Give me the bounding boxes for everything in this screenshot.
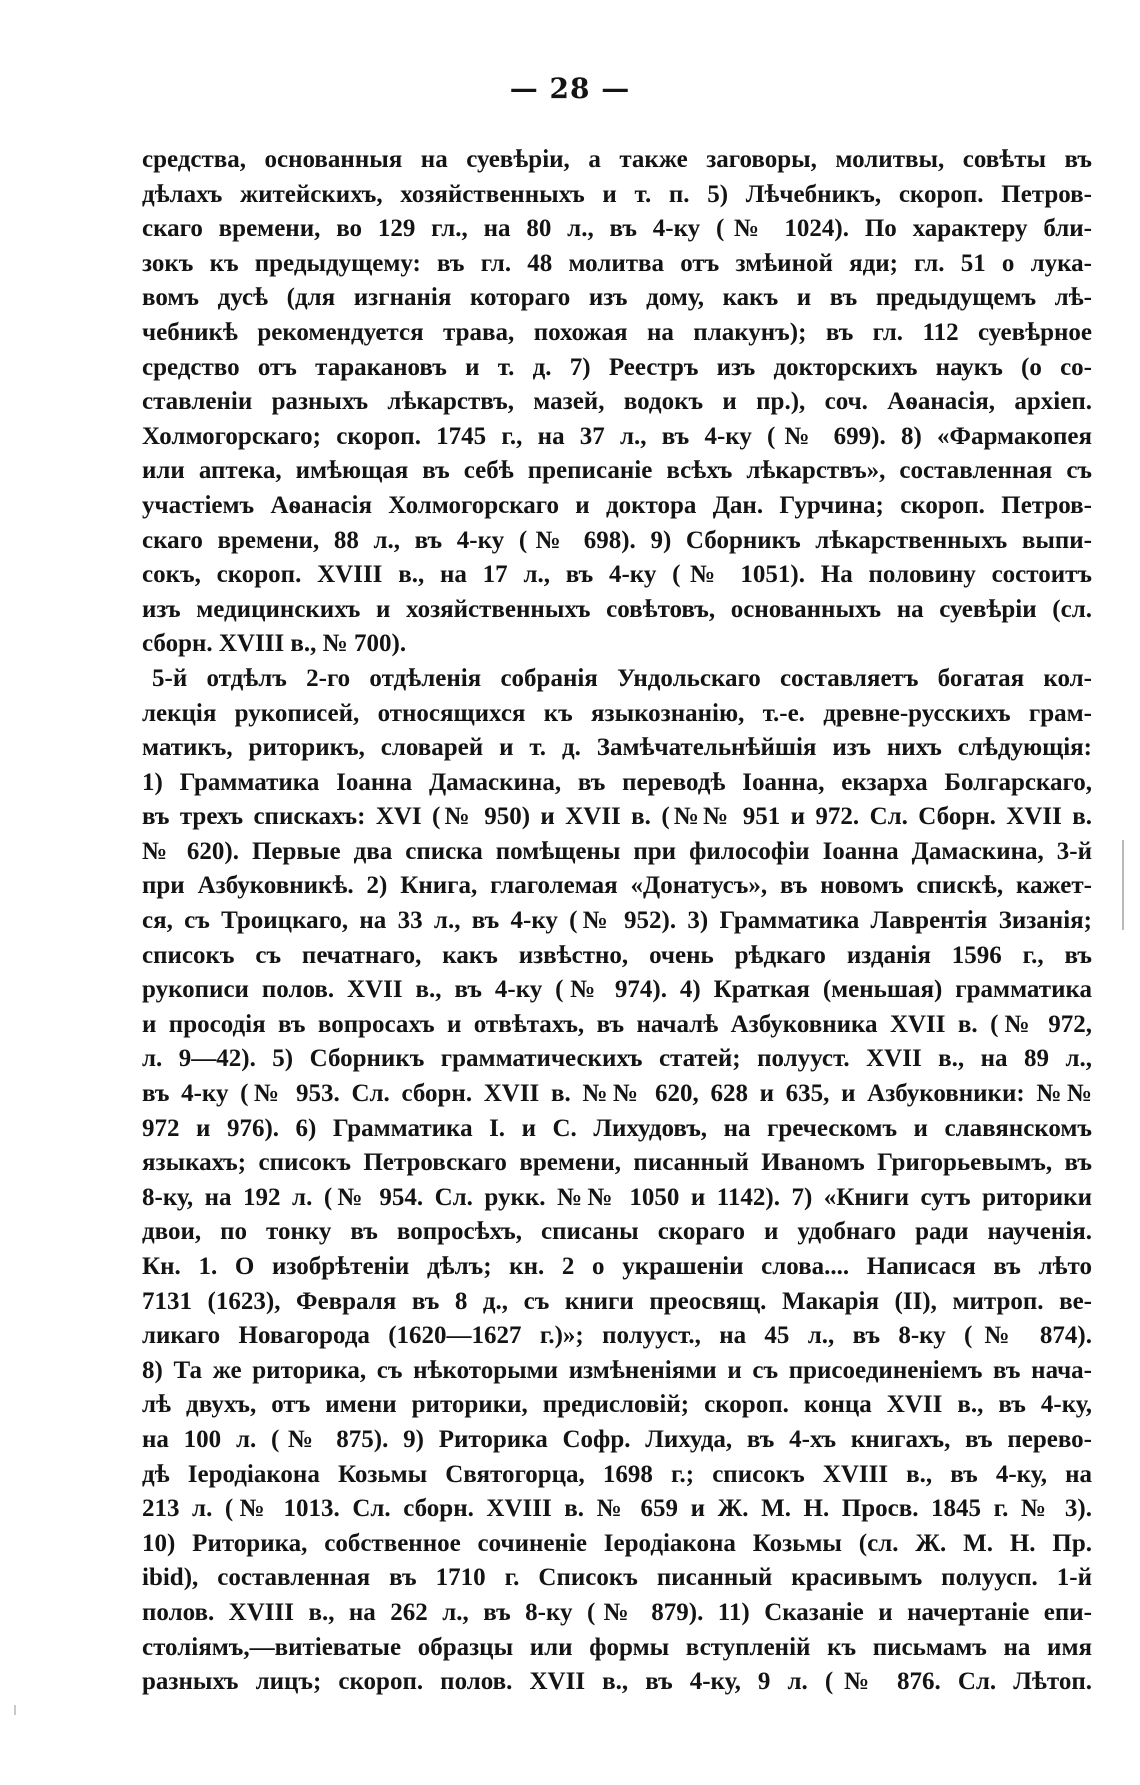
text-line: чебникѣ рекомендуется трава, похожая на плакунъ); въ гл. 112 суевѣрное — [142, 318, 1092, 346]
text-line: 7131 (1623), Февраля въ 8 д., съ книги преосвящ. Макарія (II), митроп. ве- — [142, 1287, 1092, 1315]
text-line: средства, основанныя на суевѣріи, а также заговоры, молитвы, совѣты въ — [142, 146, 1092, 173]
text-line: въ трехъ спискахъ: XVI (№ 950) и XVII в. (№№ 951 и 972. Сл. Сборн. XVII в. — [142, 803, 1092, 831]
text-line: дѣ Іеродіакона Козьмы Святогорца, 1698 г.; списокъ XVIII в., въ 4-ку, на — [142, 1460, 1092, 1488]
scan-artifact — [14, 1705, 16, 1715]
text-line: зокъ къ предыдущему: въ гл. 48 молитва отъ змѣиной яди; гл. 51 о лука- — [142, 249, 1092, 277]
text-line: 8-ку, на 192 л. (№ 954. Сл. рукк. №№ 1050 и 1142). 7) «Книги сутъ риторики — [142, 1183, 1092, 1211]
text-line: № 620). Первые два списка помѣщены при философіи Іоанна Дамаскина, 3-й — [142, 837, 1092, 865]
text-line: разныхъ лицъ; скороп. полов. XVII в., въ 4-ку, 9 л. (№ 876. Сл. Лѣтоп. — [142, 1668, 1092, 1696]
text-line: л. 9—42). 5) Сборникъ грамматическихъ статей; полууст. XVII в., на 89 л., — [142, 1045, 1092, 1073]
text-line: полов. XVIII в., на 262 л., въ 8-ку (№ 879). 11) Сказаніе и начертаніе епи- — [142, 1598, 1092, 1626]
paragraph-end-line: сборн. XVIII в., № 700). — [142, 630, 407, 658]
text-line: рукописи полов. XVII в., въ 4-ку (№ 974). 4) Краткая (меньшая) грамматика — [142, 976, 1092, 1004]
text-line: Кн. 1. О изобрѣтеніи дѣлъ; кн. 2 о украшеніи слова.... Написася въ лѣто — [142, 1253, 1092, 1280]
text-line: лѣ двухъ, отъ имени риторики, предисловій; скороп. конца XVII в., въ 4-ку, — [142, 1391, 1092, 1419]
text-line: ставленіи разныхъ лѣкарствъ, мазей, водокъ и пр.), соч. Аѳанасія, архіеп. — [142, 388, 1092, 416]
text-line: вомъ дусѣ (для изгнанія котораго изъ дому, какъ и въ предыдущемъ лѣ- — [142, 284, 1092, 312]
paragraph-start-line: 5-й отдѣлъ 2-го отдѣленія собранія Ундольскаго составляетъ богатая кол- — [152, 664, 1092, 692]
text-line: изъ медицинскихъ и хозяйственныхъ совѣтовъ, основанныхъ на суевѣріи (сл. — [142, 595, 1092, 623]
text-line: дѣлахъ житейскихъ, хозяйственныхъ и т. п. 5) Лѣчебникъ, скороп. Петров- — [142, 180, 1092, 208]
text-line: въ 4-ку (№ 953. Сл. сборн. XVII в. №№ 620, 628 и 635, и Азбуковники: №№ — [142, 1080, 1092, 1108]
text-line: списокъ съ печатнаго, какъ извѣстно, очень рѣдкаго изданія 1596 г., въ — [142, 941, 1092, 969]
text-line: Холмогорскаго; скороп. 1745 г., на 37 л., въ 4-ку (№ 699). 8) «Фармакопея — [142, 422, 1092, 450]
text-line: 1) Грамматика Іоанна Дамаскина, въ переводѣ Іоанна, екзарха Болгарскаго, — [142, 768, 1092, 796]
page-number: — 28 — — [509, 72, 631, 105]
text-line: скаго времени, 88 л., въ 4-ку (№ 698). 9) Сборникъ лѣкарственныхъ выпи- — [142, 526, 1092, 554]
text-line: двои, по тонку въ вопросѣхъ, списаны скораго и удобнаго ради наученія. — [142, 1218, 1092, 1246]
text-line: скаго времени, во 129 гл., на 80 л., въ 4-ку (№ 1024). По характеру бли- — [142, 215, 1092, 243]
text-line: ibid), составленная въ 1710 г. Списокъ писанный красивымъ полуусп. 1-й — [142, 1564, 1092, 1592]
text-line: ликаго Новагорода (1620—1627 г.)»; полууст., на 45 л., въ 8-ку (№ 874). — [142, 1322, 1092, 1350]
text-line: 972 и 976). 6) Грамматика І. и С. Лихудовъ, на греческомъ и славянскомъ — [142, 1114, 1092, 1142]
text-line: или аптека, имѣющая въ себѣ преписаніе всѣхъ лѣкарствъ», составленная съ — [142, 457, 1092, 485]
text-line: и просодія въ вопросахъ и отвѣтахъ, въ началѣ Азбуковника XVII в. (№ 972, — [142, 1010, 1092, 1038]
text-line: участіемъ Аѳанасія Холмогорскаго и доктора Дан. Гурчина; скороп. Петров- — [142, 491, 1092, 519]
margin-scan-mark — [1122, 840, 1124, 930]
text-line: на 100 л. (№ 875). 9) Риторика Софр. Лихуда, въ 4-хъ книгахъ, въ перево- — [142, 1425, 1092, 1453]
text-line: матикъ, риторикъ, словарей и т. д. Замѣчательнѣйшія изъ нихъ слѣдующія: — [142, 734, 1092, 762]
text-line: 10) Риторика, собственное сочиненіе Іеродіакона Козьмы (сл. Ж. М. Н. Пр. — [142, 1529, 1092, 1557]
text-line: лекція рукописей, относящихся къ языкознанію, т.-е. древне-русскихъ грам- — [142, 699, 1092, 727]
text-line: языкахъ; списокъ Петровскаго времени, писанный Иваномъ Григорьевымъ, въ — [142, 1149, 1092, 1177]
text-line: 213 л. (№ 1013. Сл. сборн. XVIII в. № 659 и Ж. М. Н. Просв. 1845 г. № 3). — [142, 1495, 1092, 1523]
body-text — [142, 143, 1092, 1700]
text-line: ся, съ Троицкаго, на 33 л., въ 4-ку (№ 952). 3) Грамматика Лаврентія Зизанія; — [142, 907, 1092, 935]
text-line: средство отъ таракановъ и т. д. 7) Реестръ изъ докторскихъ наукъ (о со- — [142, 353, 1092, 381]
text-line: століямъ,—витіеватые образцы или формы вступленій къ письмамъ на имя — [142, 1633, 1092, 1661]
text-line: при Азбуковникѣ. 2) Книга, глаголемая «Донатусъ», въ новомъ спискѣ, кажет- — [142, 872, 1092, 900]
text-line: 8) Та же риторика, съ нѣкоторыми измѣненіями и съ присоединеніемъ въ нача- — [142, 1356, 1092, 1384]
text-line: сокъ, скороп. XVIII в., на 17 л., въ 4-ку (№ 1051). На половину состоитъ — [142, 561, 1092, 589]
